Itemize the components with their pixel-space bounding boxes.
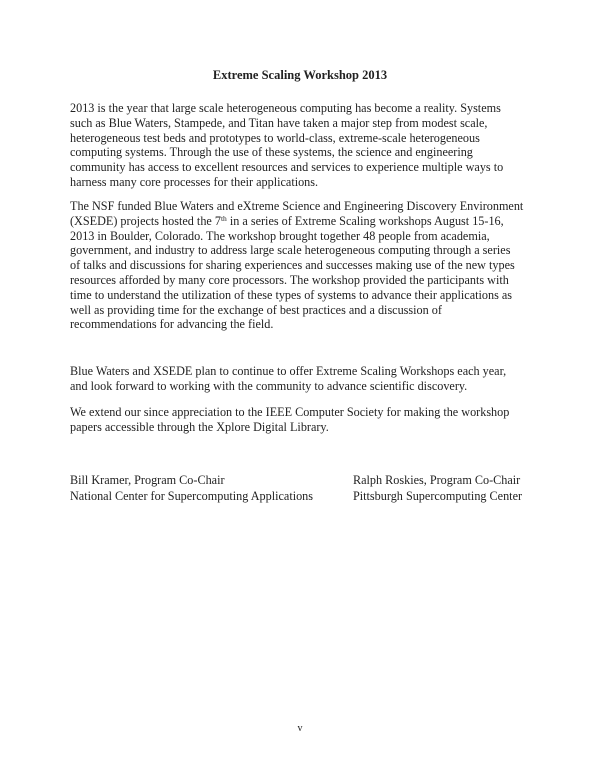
paragraph-line: resources afforded by many core processors. The workshop provided the participants with bbox=[70, 272, 509, 287]
paragraph-line: of talks and discussions for sharing experiences and successes making use of the new types bbox=[70, 258, 515, 273]
paragraph-line: such as Blue Waters, Stampede, and Titan have taken a major step from modest scale, bbox=[70, 115, 488, 130]
acknowledgement-paragraph bbox=[70, 405, 540, 435]
intro-paragraph bbox=[70, 101, 540, 190]
paragraph-line: The NSF funded Blue Waters and eXtreme Science and Engineering Discovery Environment bbox=[70, 199, 524, 213]
paragraph-line: time to understand the utilization of these types of systems to advance their applications as bbox=[70, 287, 513, 302]
paragraph-line: harness many core processes for their applications. bbox=[70, 174, 319, 189]
paragraph-line: Blue Waters and XSEDE plan to continue to offer Extreme Scaling Workshops each year, bbox=[70, 364, 507, 378]
signature-right bbox=[353, 472, 522, 504]
signature-name: Bill Kramer, Program Co-Chair bbox=[70, 473, 225, 487]
paragraph-line: 2013 is the year that large scale heterogeneous computing has become a reality. Systems bbox=[70, 101, 501, 115]
paragraph-line: We extend our since appreciation to the IEEE Computer Society for making the workshop bbox=[70, 405, 510, 419]
paragraph-line: recommendations for advancing the field. bbox=[70, 317, 274, 332]
paragraph-line: community has access to excellent resources and services to experience multiple ways to bbox=[70, 160, 504, 175]
paragraph-line: well as providing time for the exchange of best practices and a discussion of bbox=[70, 302, 442, 317]
paragraph-text: (XSEDE) projects hosted the 7 bbox=[70, 213, 221, 228]
paragraph-line bbox=[70, 214, 540, 229]
signature-name: Ralph Roskies, Program Co-Chair bbox=[353, 473, 521, 487]
paragraph-line: computing systems. Through the use of these systems, the science and engineering bbox=[70, 145, 473, 160]
workshop-paragraph bbox=[70, 199, 540, 332]
signature-left bbox=[70, 472, 313, 504]
document-title: Extreme Scaling Workshop 2013 bbox=[212, 68, 388, 82]
paragraph-line: and look forward to working with the community to advance scientific discovery. bbox=[70, 378, 468, 393]
paragraph-text: in a series of Extreme Scaling workshops August 15-16, bbox=[226, 213, 504, 228]
paragraph-line: 2013 in Boulder, Colorado. The workshop brought together 48 people from academia, bbox=[70, 228, 490, 243]
page-number: v bbox=[297, 723, 303, 734]
future-paragraph bbox=[70, 364, 540, 394]
ordinal-superscript: th bbox=[220, 213, 227, 223]
paragraph-line: papers accessible through the Xplore Digital Library. bbox=[70, 419, 329, 434]
paragraph-line: government, and industry to address large scale heterogeneous computing through a series bbox=[70, 243, 511, 258]
paragraph-line: heterogeneous test beds and prototypes to world-class, extreme-scale heterogeneous bbox=[70, 130, 480, 145]
signature-organization: Pittsburgh Supercomputing Center bbox=[353, 489, 523, 503]
signature-organization: National Center for Supercomputing Applications bbox=[70, 489, 314, 503]
